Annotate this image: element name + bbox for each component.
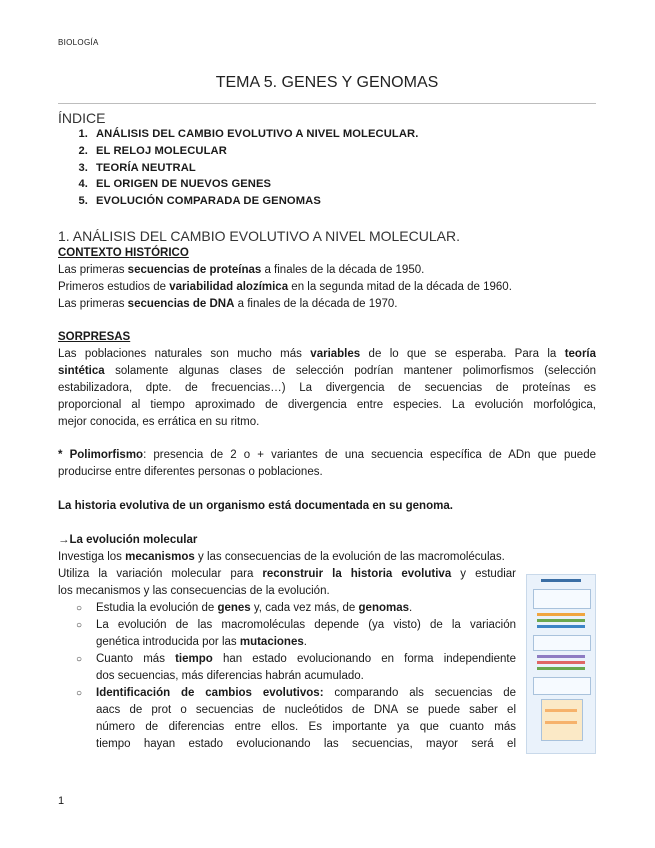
subsection-title: SORPRESAS: [58, 331, 131, 343]
toc-heading: ÍNDICE: [58, 110, 106, 126]
list-item: ○ Cuanto más tiempo han estado evolucionando en forma independiente: [58, 651, 516, 668]
paragraph-line: Las poblaciones naturales son mucho más variables de lo que se esperaba. Para la teoría: [58, 348, 596, 360]
toc-item[interactable]: 3. TEORÍA NEUTRAL: [78, 161, 196, 174]
paragraph-line: Investiga los mecanismos y las consecuencias de la evolución de las macromoléculas.: [58, 551, 505, 563]
evolucion-molecular: [58, 532, 596, 600]
subsection-title: →La evolución molecular: [58, 534, 198, 546]
list-item-continuation: tiempo hayan estado evolucionando las secuencias, mayor será el: [96, 738, 516, 750]
paragraph-line: estabilizadora, dpte. de frecuencias…) La divergencia de secuencias de proteínas es: [58, 382, 596, 394]
paragraph-line: Utiliza la variación molecular para reconstruir la historia evolutiva y estudiar: [58, 568, 516, 580]
title-divider: [58, 103, 596, 104]
toc-item[interactable]: 5. EVOLUCIÓN COMPARADA DE GENOMAS: [78, 195, 321, 208]
list-item-continuation: dos secuencias, más diferencias habrán acumulado.: [96, 670, 364, 682]
toc-item[interactable]: 2. EL RELOJ MOLECULAR: [78, 144, 227, 157]
bullet-icon: ○: [76, 688, 83, 699]
section-heading: 1. ANÁLISIS DEL CAMBIO EVOLUTIVO A NIVEL MOLECULAR.: [58, 228, 460, 244]
toc-item[interactable]: 1. ANÁLISIS DEL CAMBIO EVOLUTIVO A NIVEL MOLECULAR.: [78, 128, 419, 140]
paragraph-line: proporcional al tiempo aproximado de divergencia entre especies. La evolución morfológica,: [58, 399, 596, 411]
toc-item[interactable]: 4. EL ORIGEN DE NUEVOS GENES: [78, 178, 272, 191]
list-item-continuation: aacs de prot o secuencias de nucleótidos de DNA se puede saber el: [96, 704, 516, 716]
bullet-list: [58, 600, 516, 753]
paragraph-line: los mecanismos y las consecuencias de la evolución.: [58, 585, 330, 597]
page-number: 1: [58, 795, 65, 807]
page-title: TEMA 5. GENES Y GENOMAS: [215, 74, 439, 91]
contexto-historico: [58, 245, 596, 313]
sequence-comparison-figure: [526, 574, 596, 754]
list-item-continuation: genética introducida por las mutaciones.: [96, 636, 307, 648]
key-statement: La historia evolutiva de un organismo está documentada en su genoma.: [58, 500, 453, 512]
paragraph-line: * Polimorfismo: presencia de 2 o + variantes de una secuencia específica de ADn que puede: [58, 449, 596, 461]
table-of-contents: [58, 128, 596, 212]
subsection-title: CONTEXTO HISTÓRICO: [58, 247, 189, 259]
paragraph-line: Las primeras secuencias de proteínas a finales de la década de 1950.: [58, 264, 425, 276]
paragraph-line: mejor conocida, es errática en su ritmo.: [58, 416, 260, 428]
polimorfismo-note: [58, 447, 596, 481]
bullet-icon: ○: [76, 654, 83, 665]
paragraph-line: sintética solamente algunas clases de selección podrían mantener polimorfismos (selección: [58, 365, 596, 377]
bullet-icon: ○: [76, 603, 83, 614]
list-item: ○ La evolución de las macromoléculas depende (ya visto) de la variación: [58, 617, 516, 634]
bullet-icon: ○: [76, 620, 83, 631]
sorpresas-section: [58, 329, 596, 431]
paragraph-line: producirse entre diferentes personas o poblaciones.: [58, 466, 323, 478]
list-item-continuation: número de diferencias entre ellos. Es importante ya que cuanto más: [96, 721, 516, 733]
list-item: ○ Estudia la evolución de genes y, cada vez más, de genomas.: [58, 600, 516, 617]
list-item: ○ Identificación de cambios evolutivos: comparando als secuencias de: [58, 685, 516, 702]
paragraph-line: Primeros estudios de variabilidad alozímica en la segunda mitad de la década de 1960.: [58, 281, 512, 293]
page-header: BIOLOGÍA: [58, 38, 99, 47]
paragraph-line: Las primeras secuencias de DNA a finales de la década de 1970.: [58, 298, 398, 310]
